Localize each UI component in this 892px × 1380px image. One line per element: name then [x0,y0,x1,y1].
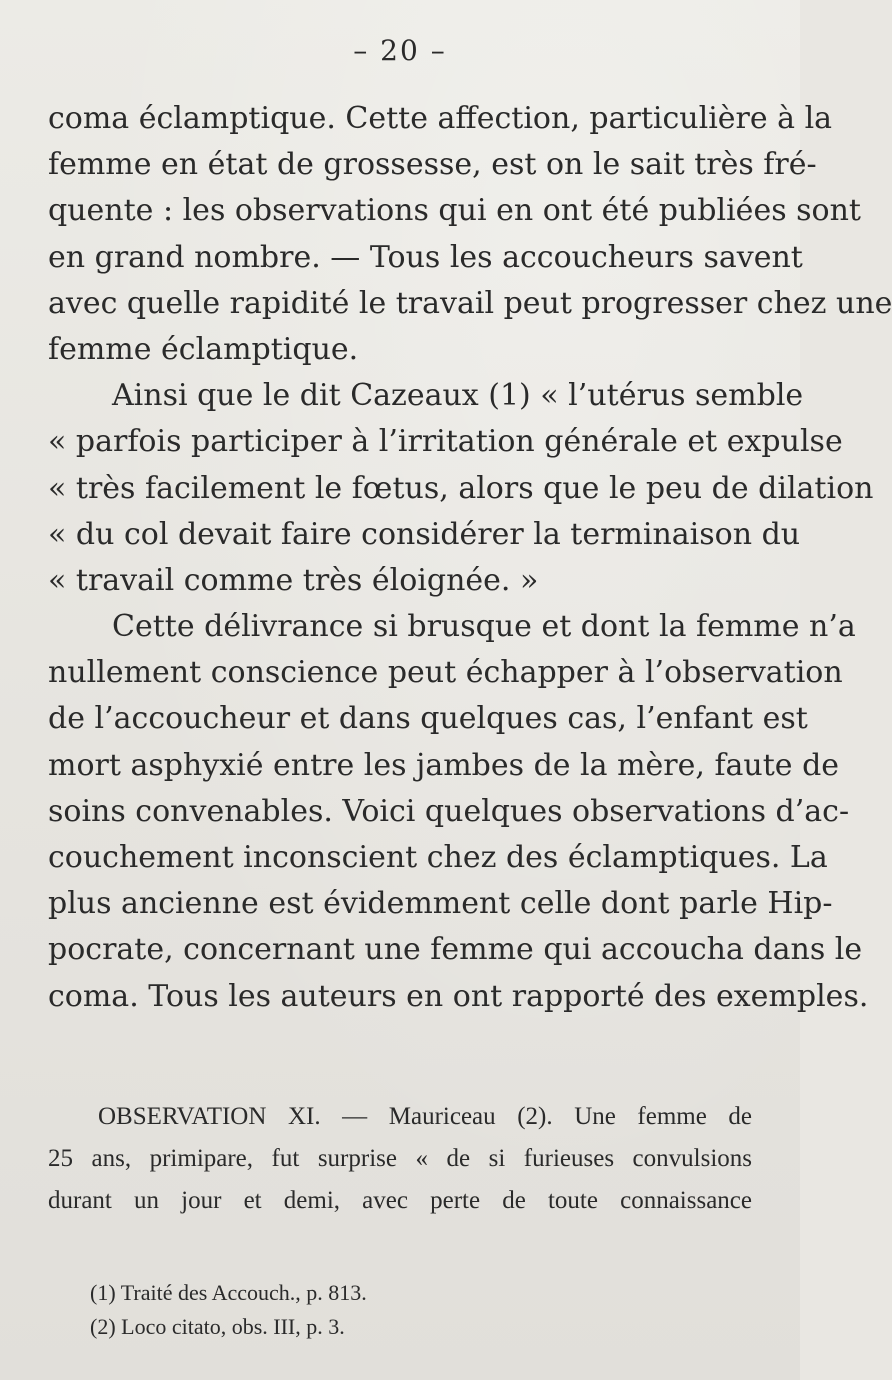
observation-line: durant un jour et demi, avec perte de toute connaissance [48,1187,752,1214]
text-line: en grand nombre. — Tous les accoucheurs savent [48,239,803,275]
text-line: couchement inconscient chez des éclamptiques. La [48,840,828,875]
observation-block [48,1096,752,1222]
text-line: coma éclamptique. Cette affection, particulière à la [48,101,833,136]
text-line: de l’accoucheur et dans quelques cas, l’enfant est [48,701,808,737]
text-line: pocrate, concernant une femme qui accoucha dans le [48,932,863,968]
paragraph-2 [48,373,874,604]
text-line: avec quelle rapidité le travail peut progresser chez une [48,285,892,321]
text-line: femme éclamptique. [48,331,359,367]
page-number: – 20 – [353,34,447,67]
text-line: soins convenables. Voici quelques observations d’ac- [48,793,850,829]
observation-line: 25 ans, primipare, fut surprise « de si furieuses convulsions [48,1145,752,1172]
text-line: mort asphyxié entre les jambes de la mère, faute de [48,747,840,783]
footnote: (1) Traité des Accouch., p. 813. [90,1280,367,1305]
text-line: plus ancienne est évidemment celle dont parle Hip- [48,886,833,922]
footnotes [90,1276,690,1344]
paragraph-1 [48,96,892,373]
text-line: nullement conscience peut échapper à l’observation [48,655,843,691]
text-line: quente : les observations qui en ont été publiées sont [48,193,861,229]
text-line: coma. Tous les auteurs en ont rapporté des exemples. [48,978,869,1014]
paragraph-3 [48,604,869,1020]
text-line: femme en état de grossesse, est on le sait très fré- [48,147,817,183]
text-line: « travail comme très éloignée. » [48,562,539,598]
text-line: Ainsi que le dit Cazeaux (1) « l’utérus semble [112,378,804,414]
observation-line: OBSERVATION XI. — Mauriceau (2). Une femme de [98,1103,752,1130]
text-line: « très facilement le fœtus, alors que le peu de dilation [48,470,874,506]
main-text [48,96,892,1020]
text-line: « parfois participer à l’irritation générale et expulse [48,424,843,460]
footnote: (2) Loco citato, obs. III, p. 3. [90,1314,345,1339]
text-line: Cette délivrance si brusque et dont la femme n’a [112,609,856,645]
text-line: « du col devait faire considérer la terminaison du [48,516,801,552]
